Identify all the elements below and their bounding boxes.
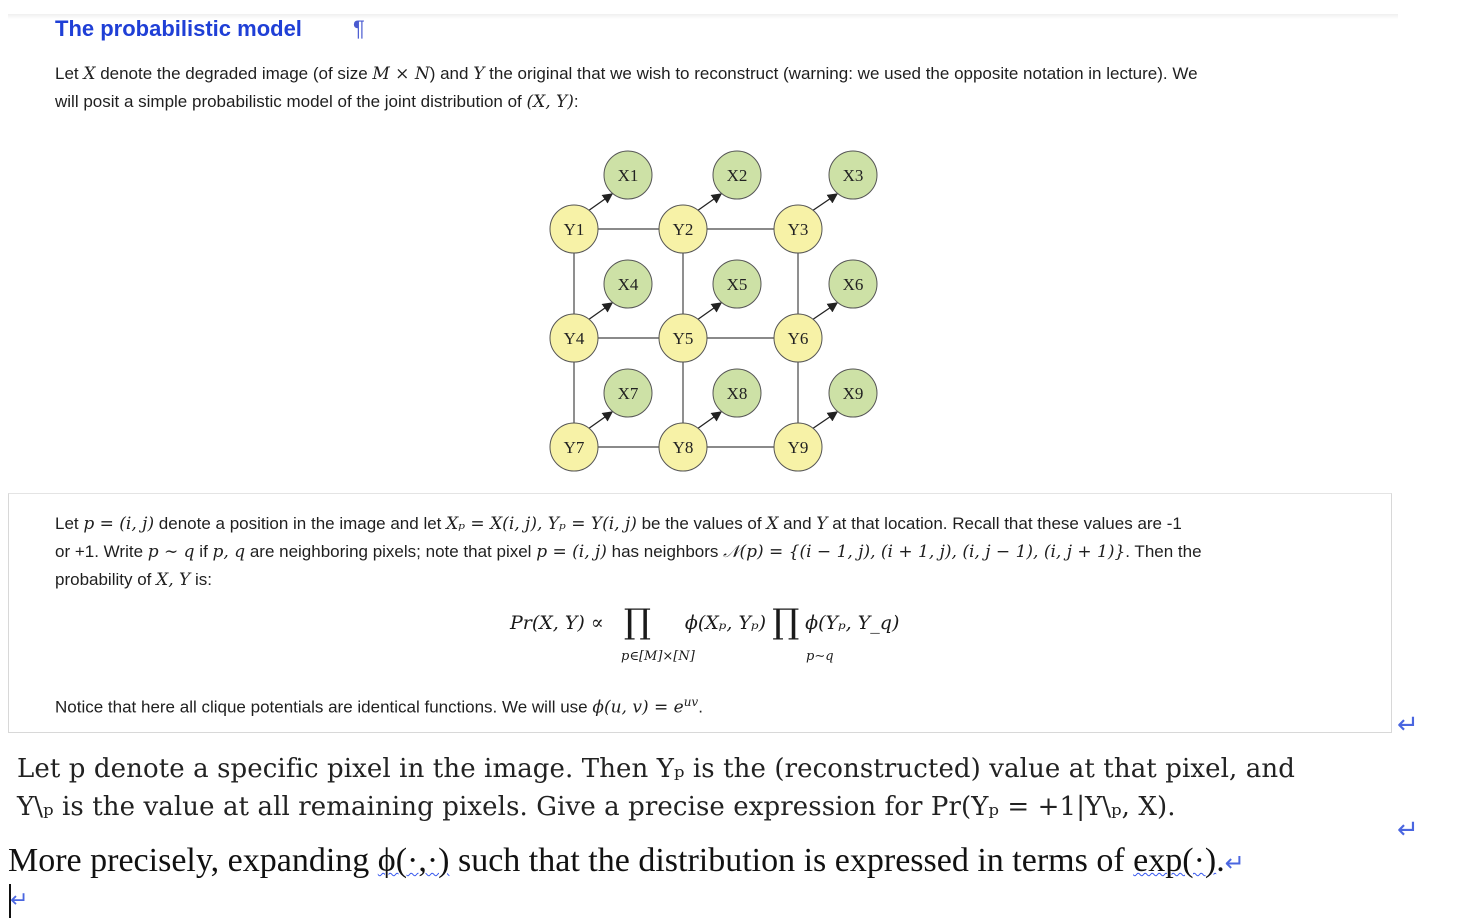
node-label: Y8 [672, 438, 694, 457]
y-node-7 [550, 423, 598, 471]
model-definition-paragraph: Let p = (i, j) denote a position in the image and let Xₚ = X(i, j), Yₚ = Y(i, j) be the values of X and Y at that location. Recall that these values are -1 or +1. Write p ∼ q if p, q are neighboring pixels; note that pixel p = (i, j) has neighbors 𝒩(p) = {(i − 1, j), (i + 1, j), (i, j − 1), (i, j + 1)}. Then the probability of X, Y is: [55, 514, 1202, 590]
observation-arrow [812, 303, 837, 320]
node-label: Y5 [672, 329, 694, 348]
node-label: Y7 [563, 438, 585, 457]
y-node-6 [774, 314, 822, 362]
observation-arrow [588, 303, 612, 320]
observation-arrow [812, 412, 837, 429]
x-node-2 [713, 151, 761, 199]
pilcrow-icon[interactable]: ¶ [353, 16, 365, 41]
product-subscript-neighbors: p∼q [806, 649, 834, 664]
observation-arrow [812, 194, 837, 211]
y-node-2 [659, 205, 707, 253]
product-subscript-pixels: p∈[M]×[N] [621, 649, 695, 664]
followup-text[interactable]: More precisely, expanding ϕ(·,·) such that the distribution is expressed in terms of exp(·).↵ [8, 842, 1245, 879]
x-node-4 [604, 260, 652, 308]
node-label: X7 [617, 384, 639, 403]
x-node-6 [829, 260, 877, 308]
node-label: X8 [726, 384, 748, 403]
node-label: X5 [726, 275, 748, 294]
y-node-5 [659, 314, 707, 362]
observation-arrow [697, 194, 721, 211]
x-node-3 [829, 151, 877, 199]
question-line-1: Let p denote a specific pixel in the image. Then Yₚ is the (reconstructed) value at that pixel, and [17, 754, 1295, 784]
y-node-9 [774, 423, 822, 471]
observation-arrow [588, 194, 612, 211]
observation-arrow [588, 412, 612, 429]
node-label: X1 [617, 166, 639, 185]
intro-paragraph: Let X denote the degraded image (of size M × N) and Y the original that we wish to reconstruct (warning: we used the opposite notation in lecture). We will posit a simple probabilistic model of the joint distribution of (X, Y): [55, 64, 1198, 112]
node-label: X6 [842, 275, 864, 294]
notice-paragraph: Notice that here all clique potentials are identical functions. We will use ϕ(u, $v) = e^{uv}$. [55, 695, 703, 718]
observation-arrow [697, 303, 721, 320]
x-node-1 [604, 151, 652, 199]
x-node-7 [604, 369, 652, 417]
node-label: Y3 [787, 220, 809, 239]
x-node-5 [713, 260, 761, 308]
x-node-8 [713, 369, 761, 417]
node-label: X4 [617, 275, 639, 294]
node-label: X2 [726, 166, 748, 185]
node-label: Y9 [787, 438, 809, 457]
return-icon: ↵ [1397, 710, 1419, 740]
x-node-9 [829, 369, 877, 417]
y-node-3 [774, 205, 822, 253]
y-node-1 [550, 205, 598, 253]
y-node-4 [550, 314, 598, 362]
return-icon: ↵ [1397, 815, 1419, 845]
observation-arrow [697, 412, 721, 429]
section-heading: The probabilistic model [55, 16, 302, 41]
joint-probability-formula: Pr(X, Y) ∝ ∏ ϕ(Xₚ, Yₚ) ∏ ϕ(Yₚ, Y_q) [510, 602, 900, 642]
phi-spellcheck[interactable]: ϕ(·,·) [377, 842, 450, 879]
node-label: X9 [842, 384, 864, 403]
exp-spellcheck[interactable]: exp(·) [1133, 842, 1217, 879]
question-line-2: Y\ₚ is the value at all remaining pixels. Give a precise expression for Pr(Yₚ = +1|Y\ₚ, X). [17, 792, 1176, 822]
return-icon: ↵ [10, 888, 29, 913]
node-label: Y6 [787, 329, 809, 348]
node-label: X3 [842, 166, 864, 185]
return-icon: ↵ [1224, 849, 1245, 877]
node-label: Y2 [672, 220, 694, 239]
node-label: Y4 [563, 329, 585, 348]
node-label: Y1 [563, 220, 585, 239]
y-node-8 [659, 423, 707, 471]
